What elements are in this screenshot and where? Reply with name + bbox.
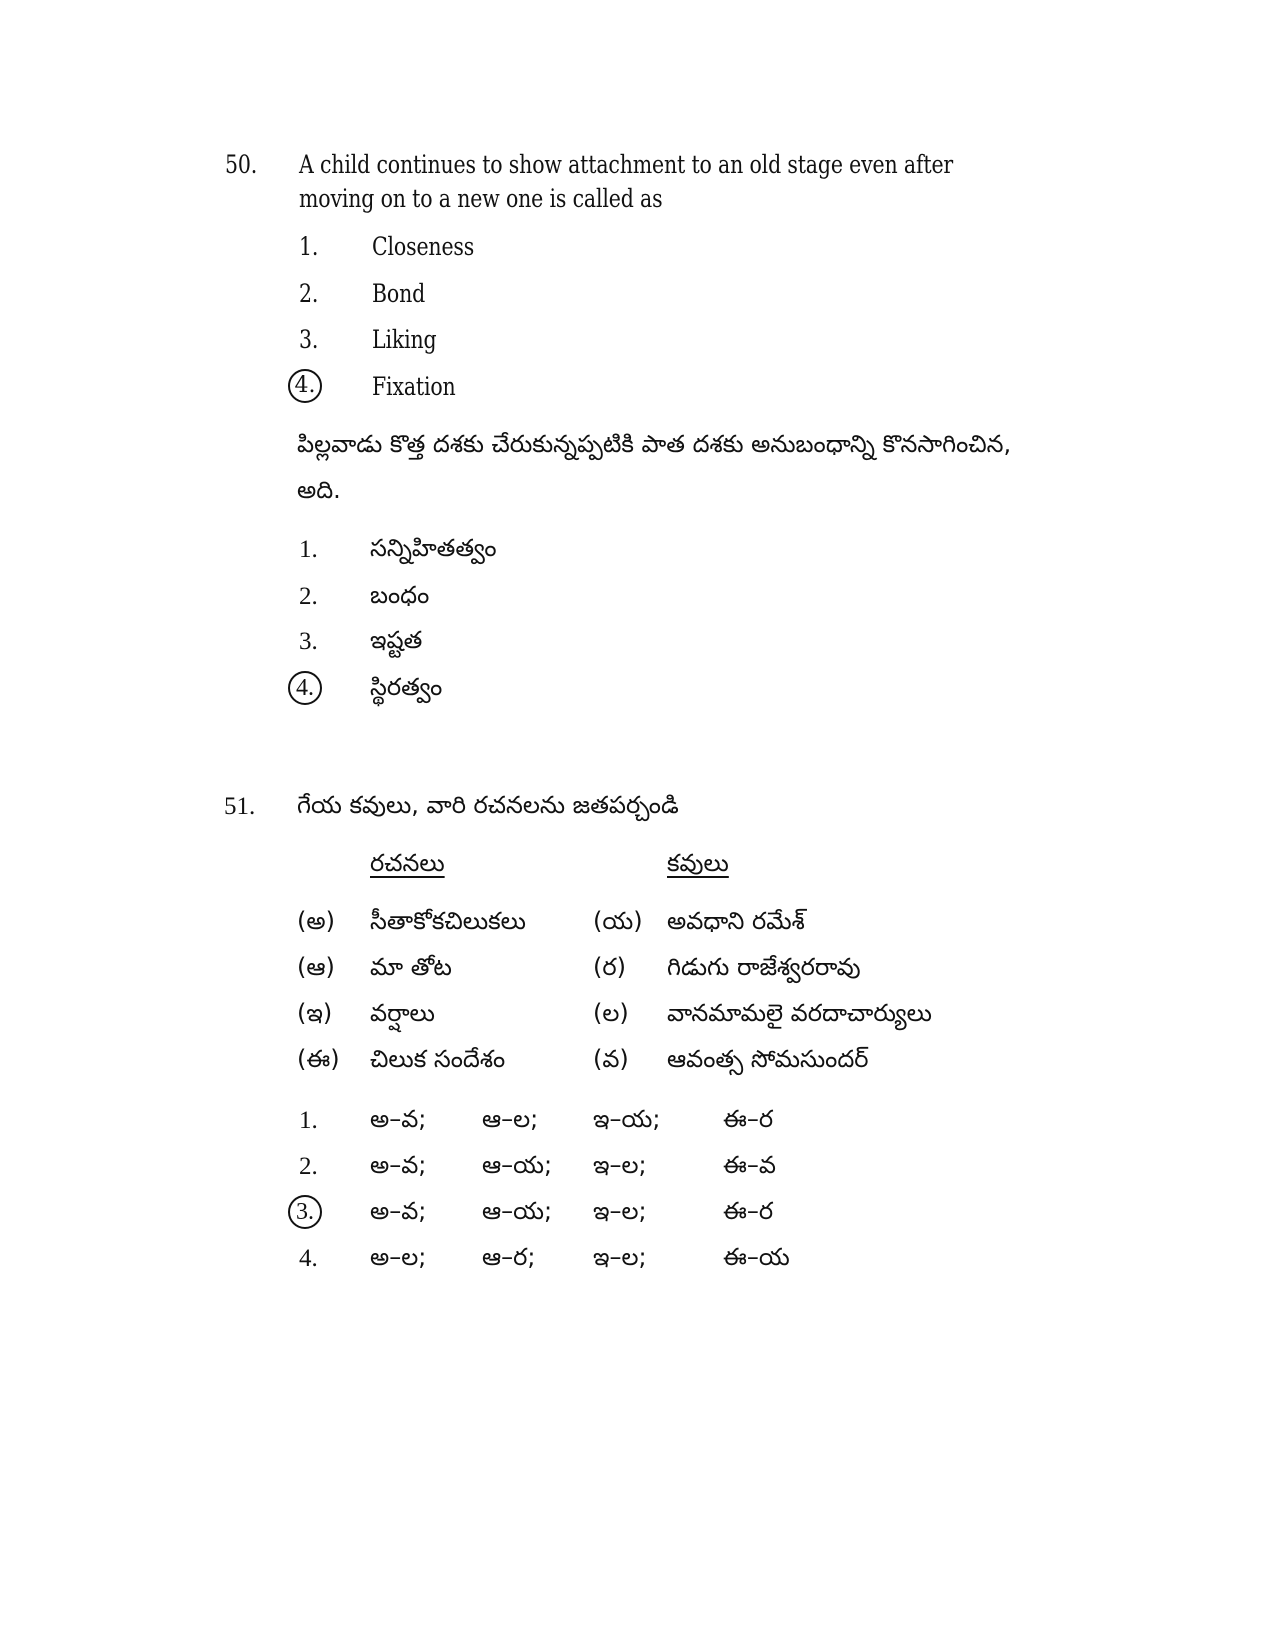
option-pair-3: ఇ–ల; (593, 1151, 647, 1179)
option-pair-3: ఇ–ల; (593, 1243, 647, 1271)
option-pair-1: అ–వ; (370, 1197, 427, 1225)
option-text: ఇష్టత (370, 626, 423, 654)
option-pair-1: అ–ల; (370, 1243, 427, 1271)
option-number: 1. (299, 232, 319, 261)
option-number: 4. (288, 369, 322, 403)
option-number: 3. (299, 628, 318, 655)
option-pair-4: ఈ–య (723, 1243, 790, 1271)
left-text: చిలుక సందేశం (370, 1045, 506, 1073)
option-number: 2. (299, 1153, 318, 1180)
option-pair-3: ఇ–య; (593, 1105, 661, 1133)
left-label: (ఆ) (297, 953, 335, 981)
option-number: 4. (288, 671, 322, 705)
option-pair-2: ఆ–య; (482, 1197, 553, 1225)
question-text-line-1: A child continues to show attachment to an old stage even after (299, 150, 954, 179)
option-pair-2: ఆ–య; (482, 1151, 553, 1179)
answer-circle-mark (294, 1195, 322, 1229)
option-pair-1: అ–వ; (370, 1151, 427, 1179)
right-text: వానమామలై వరదాచార్యులు (667, 999, 932, 1027)
question-text: గేయ కవులు, వారి రచనలను జతపర్చండి (297, 791, 679, 819)
option-number: 1. (299, 1107, 318, 1134)
left-label: (అ) (297, 907, 335, 935)
option-pair-4: ఈ–వ (723, 1151, 776, 1179)
option-number: 3. (299, 325, 319, 354)
option-number: 3. (288, 1195, 322, 1229)
right-label: (ర) (593, 953, 626, 981)
option-number: 1. (299, 536, 318, 563)
answer-circle-mark (294, 671, 322, 705)
option-text: Closeness (372, 232, 475, 261)
option-text: Bond (372, 279, 426, 308)
question-text-line-2: moving on to a new one is called as (299, 184, 663, 213)
option-number: 2. (299, 583, 318, 610)
question-number: 51. (224, 793, 256, 820)
left-text: మా తోట (370, 953, 452, 981)
option-text: సన్నిహితత్వం (370, 534, 497, 562)
right-text: గిడుగు రాజేశ్వరరావు (667, 953, 861, 981)
option-pair-2: ఆ–ల; (482, 1105, 539, 1133)
right-text: అవధాని రమేశ్ (667, 907, 805, 935)
telugu-question-line-2: అది. (297, 476, 341, 504)
option-text: Fixation (372, 372, 456, 401)
right-label: (ల) (593, 999, 629, 1027)
left-label: (ఇ) (297, 999, 333, 1027)
answer-circle-mark (294, 369, 322, 403)
telugu-question-line-1: పిల్లవాడు కొత్త దశకు చేరుకున్నప్పటికి పాత దశకు అనుబంధాన్ని కొనసాగించిన, (297, 430, 1012, 458)
option-text: బంధం (370, 581, 430, 609)
right-label: (య) (593, 907, 643, 935)
option-pair-4: ఈ–ర (723, 1197, 774, 1225)
left-label: (ఈ) (297, 1045, 340, 1073)
left-text: సీతాకోకచిలుకలు (370, 907, 526, 935)
option-number: 4. (299, 1245, 318, 1272)
right-text: ఆవంత్స సోమసుందర్ (667, 1045, 869, 1073)
option-pair-4: ఈ–ర (723, 1105, 774, 1133)
option-pair-2: ఆ–ర; (482, 1243, 536, 1271)
left-text: వర్షాలు (370, 999, 435, 1027)
option-text: Liking (372, 325, 437, 354)
question-number: 50. (225, 150, 258, 179)
option-number: 2. (299, 279, 319, 308)
option-text: స్థిరత్వం (370, 673, 443, 701)
option-pair-3: ఇ–ల; (593, 1197, 647, 1225)
column-header-poets: కవులు (667, 849, 729, 877)
right-label: (వ) (593, 1045, 629, 1073)
column-header-works: రచనలు (370, 849, 445, 877)
option-pair-1: అ–వ; (370, 1105, 427, 1133)
